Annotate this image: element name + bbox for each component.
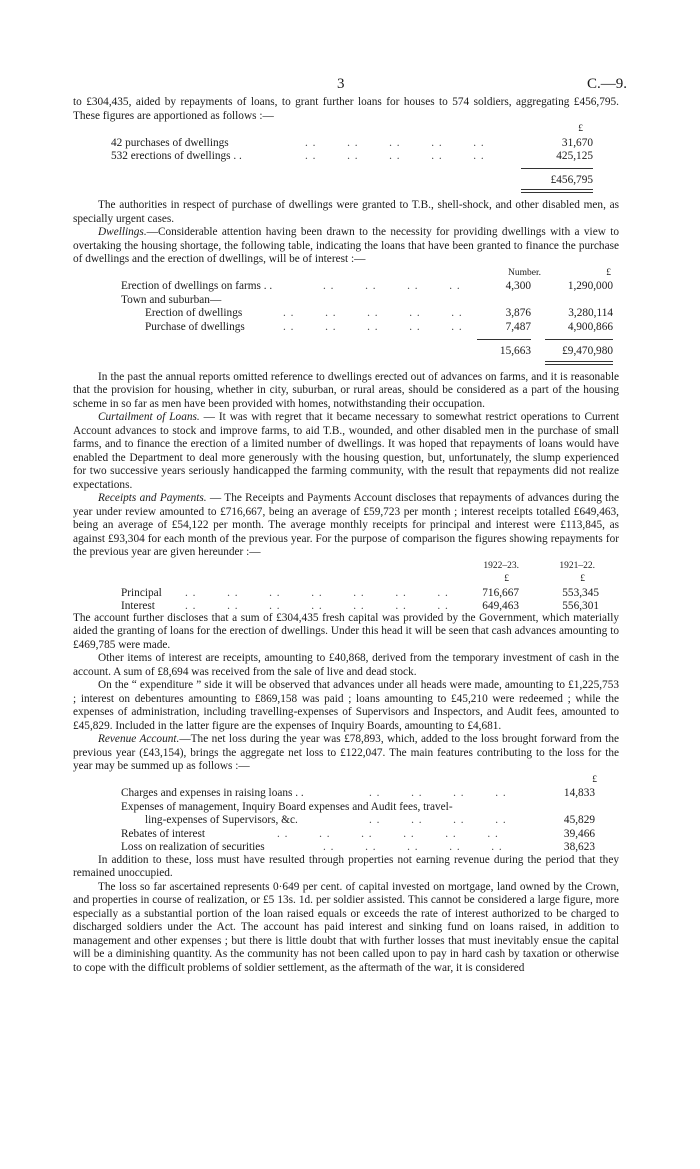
- paragraph-9: On the “ expenditure ” side it will be observed that advances under all heads were made, amounting to £1,225,753 ; interest on debentures amounting to £869,158 was paid ; loans amounting to £45,210 were redeemed ; while the expenses of administration, including travelling-expenses of Supervisors and Inspectors, and Audit fees, amounted to £45,829. Included in the latter figure are the expenses of Inquiry Boards, amounting to £4,681.: [73, 679, 619, 732]
- section-heading: Revenue Account.: [98, 733, 180, 745]
- row-label: 532 erections of dwellings . .: [111, 150, 242, 162]
- paragraph-revenue: Revenue Account.—The net loss during the year was £78,893, which, added to the loss brought forward from the previous year (£43,154), brings the aggregate net loss to £122,047. The main features contributing to the loss for the year may be summed up as follows :—: [73, 733, 619, 772]
- section-heading: Curtailment of Loans.: [98, 411, 200, 423]
- table-row: Interest . . . . . . . . . . . . . . 649,463 556,301: [121, 600, 599, 612]
- row-label: 42 purchases of dwellings: [111, 136, 229, 149]
- table-row: Town and suburban—: [121, 293, 222, 306]
- page-header: [73, 0, 627, 96]
- paragraph-12: The loss so far ascertained represents 0·649 per cent. of capital invested on mortgage, land owned by the Crown, and properties in course of realization, or £5 13s. 1d. per soldier assisted. This cannot be considered a large figure, more especially as a substantial portion of the loan raised equals or exceeds the rate of interest authorized to be charged to discharged soldiers under the Act. The account has paid interest and sinking fund on loans raised, in addition to management and other expenses ; but there is little doubt that with further losses that must inevitably ensue the capital will be a diminishing quantity. As the community has not been called upon to pay in hard cash by taxation or otherwise to cope with the difficult problems of soldier settlement, as the aftermath of the war, it is considered: [73, 880, 619, 974]
- table-row: Loss on realization of securities . . . . . . . . . . 38,623: [121, 841, 595, 853]
- table-row: Erection of dwellings on farms . . . . . . . . . . 4,300 1,290,000: [121, 280, 613, 292]
- paragraph-11: In addition to these, loss must have resulted through properties not earning revenue during the period that they remained unoccupied.: [73, 853, 619, 879]
- table-row: Charges and expenses in raising loans . . . . . . . . . . 14,833: [121, 787, 595, 799]
- table-row: Purchase of dwellings . . . . . . . . . . 7,487 4,900,866: [145, 320, 613, 333]
- table-row: 532 erections of dwellings . . . . . . . . . . . . 425,125: [111, 150, 593, 162]
- paragraph-1: to £304,435, aided by repayments of loans, to grant further loans for houses to 574 soldiers, aggregating £456,795. These figures are apportioned as follows :—: [73, 96, 619, 122]
- row-value: 31,670: [561, 136, 593, 149]
- unit-label: £: [592, 774, 597, 785]
- table-row: Rebates of interest . . . . . . . . . . . . 39,466: [121, 827, 595, 840]
- paragraph-receipts: Receipts and Payments. — The Receipts and Payments Account discloses that repayments of advances during the year under review amounted to £716,667, being an average of £59,723 per month ; interest receipts totalled £649,463, being an average of £54,122 per month. The average monthly receipts for principal and interest were £113,845, as against £93,304 for each month of the previous year. For the purpose of comparison the figures showing repayments for the previous year are given hereunder :—: [73, 492, 619, 558]
- table-row: Expenses of management, Inquiry Board expenses and Audit fees, travel-: [121, 800, 453, 813]
- table-row: Principal . . . . . . . . . . . . . . 716,667 553,345: [121, 586, 599, 599]
- document-code: C.—9.: [586, 76, 627, 92]
- paragraph-dwellings: Dwellings.—Considerable attention having been drawn to the necessity for providing dwellings with a view to overtaking the housing shortage, the following table, indicating the loans that have been granted to finance the purchase of dwellings and the erection of dwellings, will be of interest :—: [73, 226, 619, 265]
- housing-loans-table: [73, 123, 619, 191]
- column-header-number: Number.: [508, 267, 541, 278]
- paragraph-2: The authorities in respect of purchase of dwellings were granted to T.B., shell-shock, and other disabled men, as specially urgent cases.: [73, 199, 619, 225]
- document-page: [73, 0, 627, 975]
- loss-features-table: [73, 774, 619, 854]
- table-total: 15,663 £9,470,980: [499, 344, 613, 357]
- section-heading: Receipts and Payments.: [98, 492, 207, 504]
- paragraph-curtailment: Curtailment of Loans. — It was with regret that it became necessary to somewhat restrict operations to Current Account advances to stock and improve farms, to aid T.B., wounded, and other disabled men in the purchase of small farms, and to finance the erection of a limited number of dwellings. It was hoped that repayments of loans would have enabled the Department to deal more generously with the housing question, but, unfortunately, the slump experienced for two successive years seriously handicapped the farming community, with the result that repayments did not realize expectations.: [73, 411, 619, 491]
- page-number: 3: [337, 76, 345, 92]
- unit-label: £: [578, 124, 583, 134]
- paragraph-7: The account further discloses that a sum of £304,435 fresh capital was provided by the Government, which materially aided the granting of loans for the erection of dwellings. Under this head it will be seen that cash advances amounting to £469,785 were made.: [73, 611, 619, 651]
- paragraph-4: In the past the annual reports omitted reference to dwellings erected out of advances on farms, and it is reasonable that the provision for housing, whether in city, suburban, or rural areas, should be considered as a part of the housing scheme in so far as men have been provided with homes, notwithstanding their occupation.: [73, 370, 619, 410]
- repayments-table: 1922–23. 1921–22. £ £ Principal . . . . . . . . . . . . . . 716,667 553,345 Interest . . . . . . . . . . . . . . 649,463 556,301: [73, 560, 619, 612]
- row-value: 425,125: [556, 150, 593, 162]
- table-row: 42 purchases of dwellings . . . . . . . . . . 31,670: [111, 136, 593, 149]
- column-header-1922: 1922–23.: [483, 560, 519, 571]
- table-row: ling-expenses of Supervisors, &c. . . . . . . . . 45,829: [145, 814, 595, 826]
- section-heading: Dwellings.: [98, 226, 147, 238]
- paragraph-8: Other items of interest are receipts, amounting to £40,868, derived from the temporary investment of cash in the account. A sum of £8,694 was received from the sale of live and dead stock.: [73, 652, 619, 678]
- column-header-1921: 1921–22.: [559, 560, 595, 571]
- table-total: £456,795: [550, 174, 593, 186]
- column-header-amount: £: [606, 267, 611, 278]
- table-row: Erection of dwellings . . . . . . . . . . 3,876 3,280,114: [145, 307, 613, 319]
- dwellings-table: [73, 267, 619, 363]
